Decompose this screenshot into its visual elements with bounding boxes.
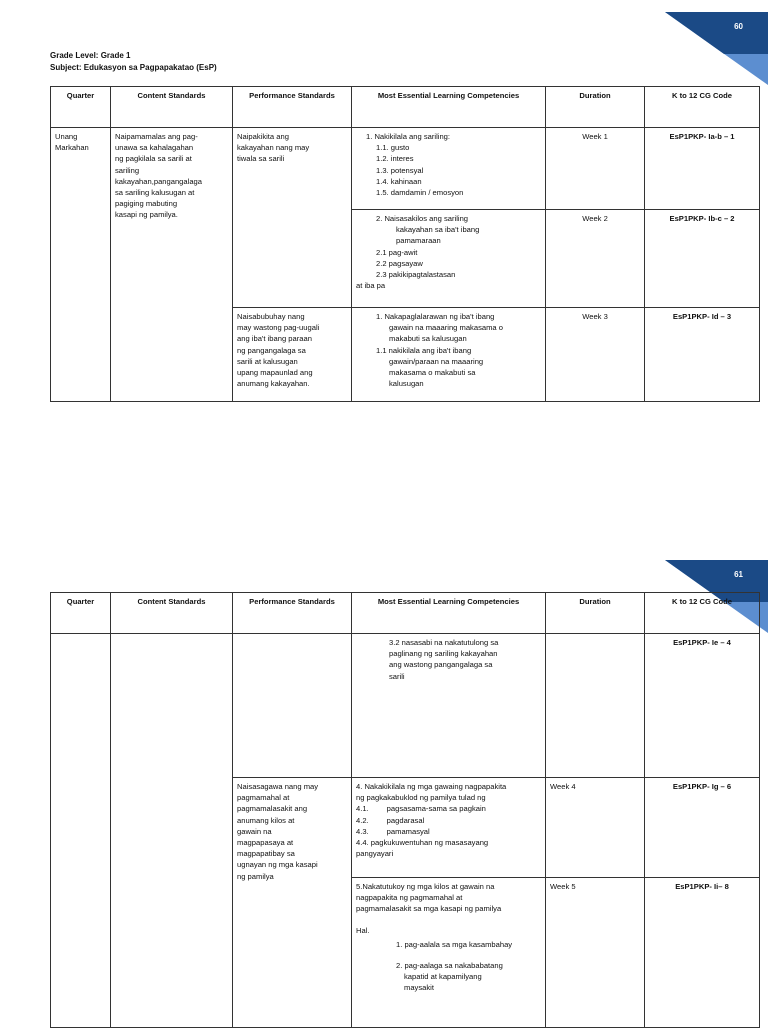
page-number-badge xyxy=(628,10,768,92)
curriculum-table xyxy=(50,592,760,1028)
page-number: 61 xyxy=(734,570,743,579)
cg-code-cell: EsP1PKP- Ib-c – 2 xyxy=(645,210,760,308)
col-competencies: Most Essential Learning Competencies xyxy=(352,593,546,634)
table-header-row xyxy=(51,87,760,128)
performance-standard-cell: Naipakikita ang kakayahan nang may tiwala sa sarili xyxy=(233,128,352,308)
competency-cell: 1. Nakikilala ang sariling: 1.1. gusto 1.2. interes 1.3. potensyal 1.4. kahinaan 1.5. damdamin / emosyon xyxy=(352,128,546,210)
cg-code-cell: EsP1PKP- Ii– 8 xyxy=(645,878,760,1028)
col-quarter: Quarter xyxy=(51,87,111,128)
col-quarter: Quarter xyxy=(51,593,111,634)
performance-standard-cell: Naisasagawa nang may pagmamahal at pagmamalasakit ang anumang kilos at gawain na magpapasaya at magpapatibay sa ugnayan ng mga kasapi ng pamilya xyxy=(233,778,352,1028)
table-row xyxy=(51,634,760,778)
col-duration: Duration xyxy=(546,593,645,634)
col-content-standards: Content Standards xyxy=(111,593,233,634)
competency-cell: 5.Nakatutukoy ng mga kilos at gawain na nagpapakita ng pagmamahal at pagmamalasakit sa mga kasapi ng pamilya Hal. 1. pag-aalala sa mga kasambahay 2. pag-aalaga sa nakababatang kapatid at kapamilyang maysakit xyxy=(352,878,546,1028)
content-standard-cell: Naipamamalas ang pag- unawa sa kahalagahan ng pagkilala sa sarili at sariling kakayahan,pangangalaga sa sariling kalusugan at pagiging mabuting kasapi ng pamilya. xyxy=(111,128,233,402)
quarter-cell: Unang Markahan xyxy=(51,128,111,402)
cg-code-cell: EsP1PKP- Id – 3 xyxy=(645,308,760,402)
performance-standard-cell xyxy=(233,634,352,778)
duration-cell: Week 5 xyxy=(546,878,645,1028)
performance-standard-cell: Naisabubuhay nang may wastong pag-uugali ang iba't ibang paraan ng pangangalaga sa sarili at kalusugan upang mapaunlad ang anumang kakayahan. xyxy=(233,308,352,402)
competency-cell: 2. Naisasakilos ang sariling kakayahan sa iba't ibang pamamaraan 2.1 pag-awit 2.2 pagsayaw 2.3 pakikipagtalastasan at iba pa xyxy=(352,210,546,308)
quarter-cell xyxy=(51,634,111,1028)
cg-code-cell: EsP1PKP- Ig – 6 xyxy=(645,778,760,878)
page-61 xyxy=(0,548,768,1024)
page-number: 60 xyxy=(734,22,743,31)
subject: Subject: Edukasyon sa Pagpapakatao (EsP) xyxy=(50,63,217,72)
document-header xyxy=(50,50,217,74)
duration-cell xyxy=(546,634,645,778)
duration-cell: Week 1 xyxy=(546,128,645,210)
duration-cell: Week 4 xyxy=(546,778,645,878)
table-row xyxy=(51,128,760,210)
duration-cell: Week 3 xyxy=(546,308,645,402)
competency-cell: 1. Nakapaglalarawan ng iba't ibang gawain na maaaring makasama o makabuti sa kalusugan 1.1 nakikilala ang iba't ibang gawain/paraan na maaaring makasama o makabuti sa kalusugan xyxy=(352,308,546,402)
col-duration: Duration xyxy=(546,87,645,128)
col-content-standards: Content Standards xyxy=(111,87,233,128)
page-60 xyxy=(0,0,768,500)
cg-code-cell: EsP1PKP- Ia-b – 1 xyxy=(645,128,760,210)
col-cg-code: K to 12 CG Code xyxy=(645,593,760,634)
table-header-row xyxy=(51,593,760,634)
col-competencies: Most Essential Learning Competencies xyxy=(352,87,546,128)
cg-code-cell: EsP1PKP- Ie – 4 xyxy=(645,634,760,778)
col-cg-code: K to 12 CG Code xyxy=(645,87,760,128)
curriculum-table xyxy=(50,86,760,402)
content-standard-cell xyxy=(111,634,233,1028)
competency-cell: 3.2 nasasabi na nakatutulong sa paglinang ng sariling kakayahan ang wastong pangangalaga sa sarili xyxy=(352,634,546,778)
grade-level: Grade Level: Grade 1 xyxy=(50,51,131,60)
col-performance-standards: Performance Standards xyxy=(233,593,352,634)
col-performance-standards: Performance Standards xyxy=(233,87,352,128)
competency-cell: 4. Nakakikilala ng mga gawaing nagpapakita ng pagkakabuklod ng pamilya tulad ng 4.1. pagsasama-sama sa pagkain 4.2. pagdarasal 4.3. pamamasyal 4.4. pagkukuwentuhan ng masasayang pangyayari xyxy=(352,778,546,878)
duration-cell: Week 2 xyxy=(546,210,645,308)
